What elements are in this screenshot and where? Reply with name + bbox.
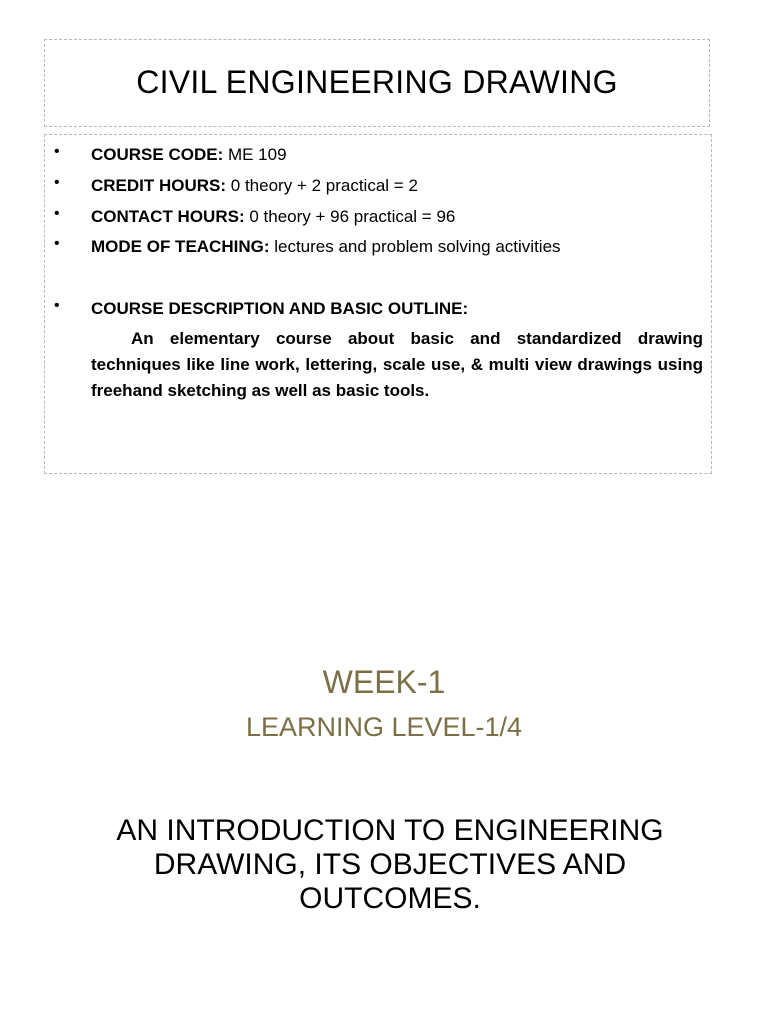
mode-of-teaching-value: lectures and problem solving activities — [269, 237, 561, 256]
bullet-icon: • — [54, 235, 60, 252]
contact-hours-value: 0 theory + 96 practical = 96 — [244, 207, 456, 226]
course-description-text: An elementary course about basic and standardized drawing techniques like line work, lettering, scale use, & multi view drawings using freehand sketching as well as basic tools. — [91, 329, 703, 400]
bullet-icon: • — [54, 143, 60, 160]
course-code-value: ME 109 — [223, 145, 287, 164]
contact-hours-label: CONTACT HOURS: — [91, 207, 245, 226]
course-info-box — [44, 134, 712, 474]
credit-hours-value: 0 theory + 2 practical = 2 — [226, 176, 418, 195]
bullet-icon: • — [54, 297, 60, 314]
title-box — [44, 39, 710, 127]
mode-of-teaching-label: MODE OF TEACHING: — [91, 237, 270, 256]
page-title: CIVIL ENGINEERING DRAWING — [136, 63, 618, 100]
course-code-label: COURSE CODE: — [91, 145, 224, 164]
course-description-label: COURSE DESCRIPTION AND BASIC OUTLINE: — [91, 299, 469, 318]
credit-hours-label: CREDIT HOURS: — [91, 176, 227, 195]
bullet-icon: • — [54, 205, 60, 222]
week-heading: WEEK-1 — [322, 664, 446, 700]
bullet-icon: • — [54, 174, 60, 191]
learning-level-heading: LEARNING LEVEL-1/4 — [245, 712, 523, 742]
intro-heading: AN INTRODUCTION TO ENGINEERING DRAWING, ITS OBJECTIVES AND OUTCOMES. — [116, 814, 664, 915]
